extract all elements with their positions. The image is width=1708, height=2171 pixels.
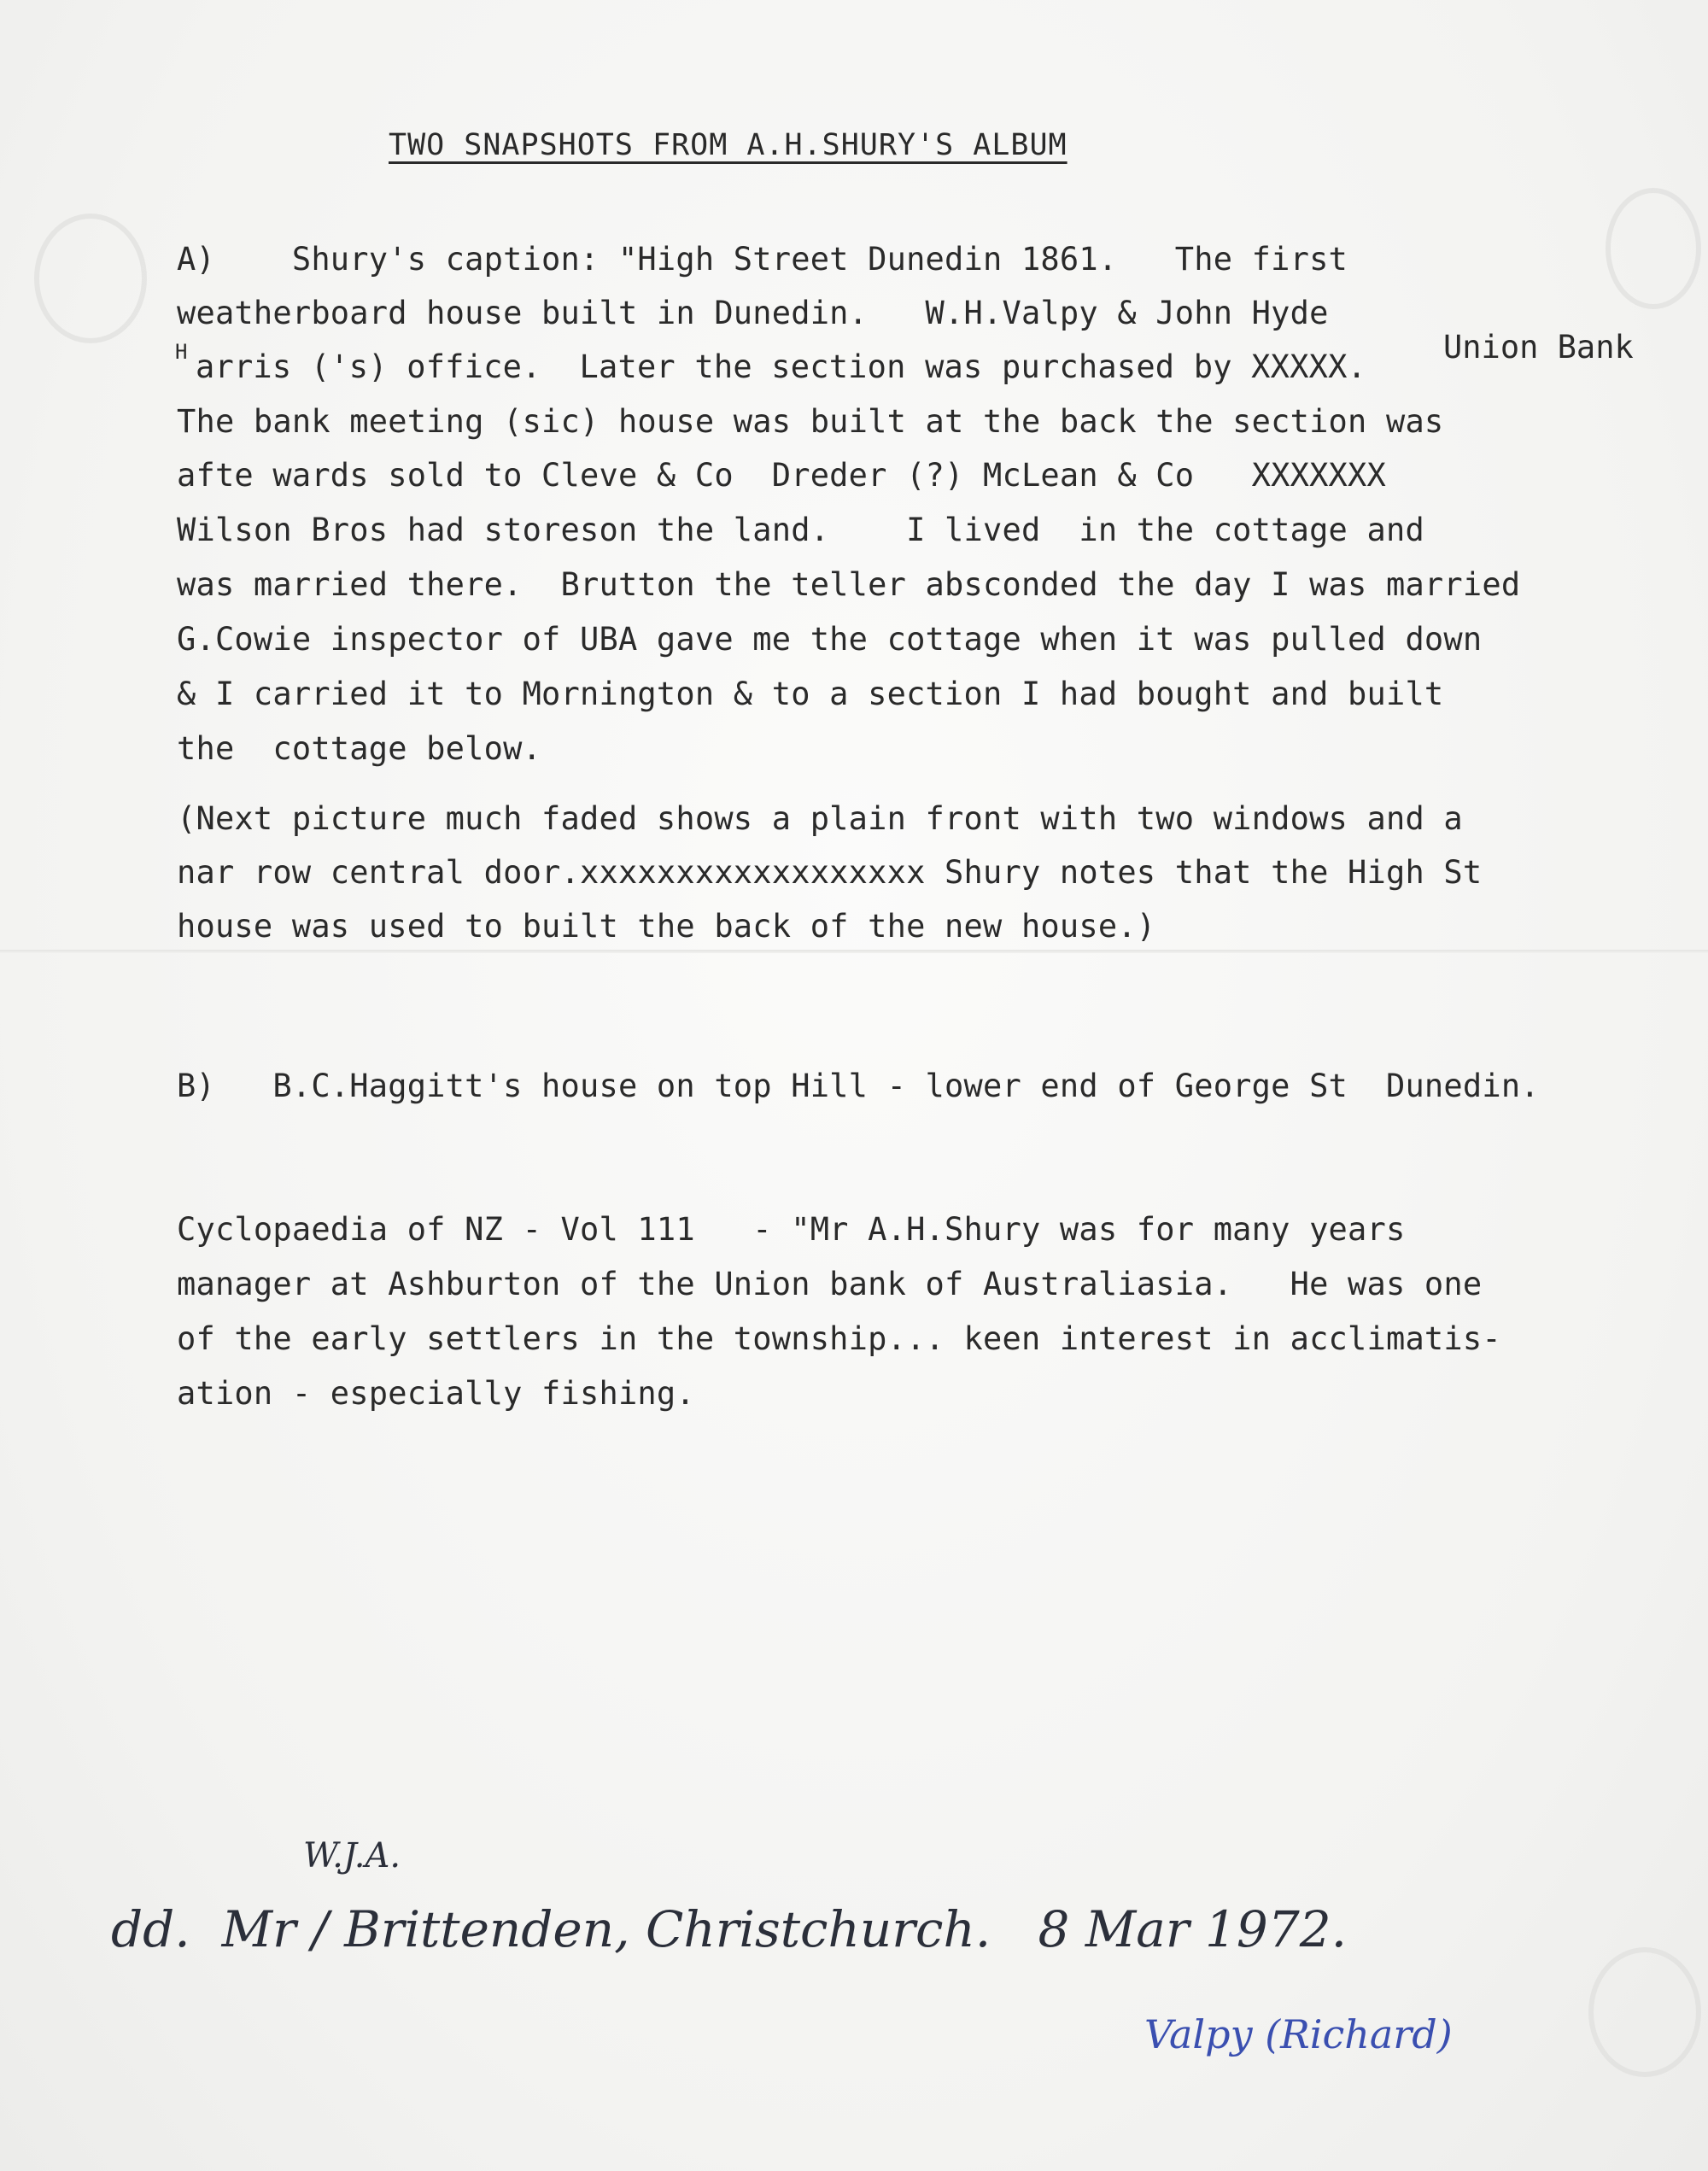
text-line: A) Shury's caption: "High Street Dunedin 1861. The first	[177, 241, 1348, 278]
insert-union-bank: Union Bank	[1443, 329, 1634, 366]
text-line: weatherboard house built in Dunedin. W.H.Valpy & John Hyde	[177, 295, 1329, 331]
watermark-mark	[1606, 188, 1701, 309]
handwritten-blue-note: Valpy (Richard)	[1144, 2011, 1453, 2057]
page-fold	[0, 950, 1708, 953]
handwritten-donor-line: dd. Mr / Brittenden, Christchurch. 8 Mar 1972.	[111, 1900, 1348, 1958]
note-line: (Next picture much faded shows a plain front with two windows and a	[177, 800, 1463, 837]
section-b-line: B) B.C.Haggitt's house on top Hill - lower end of George St Dunedin.	[177, 1068, 1540, 1104]
document-title: TWO SNAPSHOTS FROM A.H.SHURY'S ALBUM	[389, 128, 1068, 162]
watermark-mark	[1588, 1947, 1701, 2077]
text-line: G.Cowie inspector of UBA gave me the cottage when it was pulled down	[177, 621, 1483, 658]
note-line: nar row central door.xxxxxxxxxxxxxxxxxx Shury notes that the High St	[177, 854, 1483, 891]
text-line: & I carried it to Mornington & to a section I had bought and built	[177, 676, 1444, 712]
text-line: arris ('s) office. Later the section was purchased by XXXXX.	[196, 348, 1367, 385]
cyclopaedia-line: of the early settlers in the township... keen interest in acclimatis-	[177, 1320, 1501, 1357]
watermark-mark	[34, 214, 147, 343]
handwritten-initials: W.J.A.	[303, 1836, 401, 1875]
note-line: house was used to built the back of the new house.)	[177, 908, 1156, 945]
cyclopaedia-line: ation - especially fishing.	[177, 1375, 695, 1412]
text-line: afte wards sold to Cleve & Co Dreder (?) McLean & Co XXXXXXX	[177, 457, 1386, 494]
text-line: Wilson Bros had storeson the land. I lived in the cottage and	[177, 512, 1424, 548]
text-line: the cottage below.	[177, 730, 542, 767]
text-line: was married there. Brutton the teller absconded the day I was married	[177, 566, 1521, 603]
text-line: The bank meeting (sic) house was built at the back the section was	[177, 403, 1444, 440]
cyclopaedia-line: Cyclopaedia of NZ - Vol 111 - "Mr A.H.Shury was for many years	[177, 1211, 1406, 1248]
cyclopaedia-line: manager at Ashburton of the Union bank of Australiasia. He was one	[177, 1266, 1483, 1302]
insert-h: H	[175, 340, 188, 364]
